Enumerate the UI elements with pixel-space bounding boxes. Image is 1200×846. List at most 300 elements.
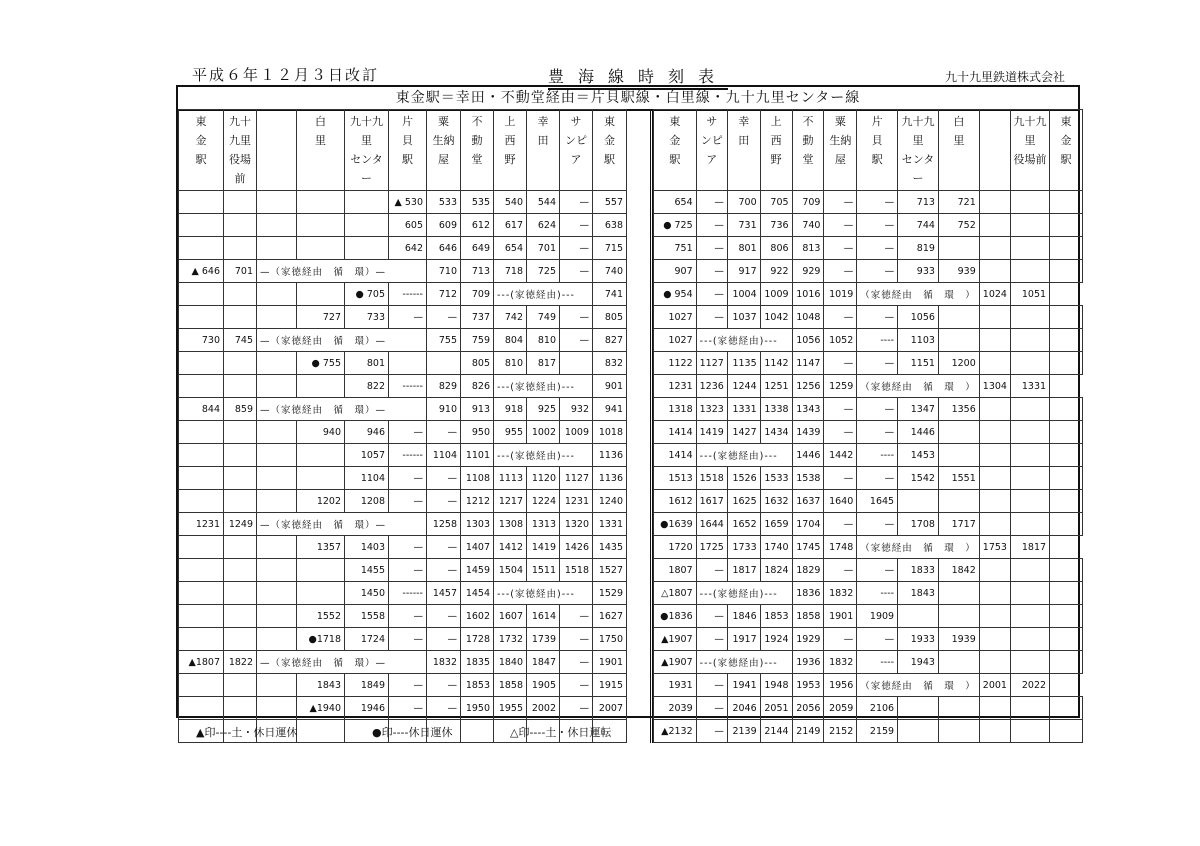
timetable-row — [179, 237, 627, 260]
time-cell: 1842 — [938, 559, 979, 582]
time-cell: 1009 — [760, 283, 792, 306]
time-cell: 1607 — [494, 605, 527, 628]
time-cell: — — [696, 605, 727, 628]
time-cell: 1843 — [898, 582, 939, 605]
time-cell — [979, 720, 1010, 743]
time-cell — [461, 720, 494, 743]
time-cell: — — [824, 513, 857, 536]
time-cell: 1858 — [494, 674, 527, 697]
timetable-row — [654, 329, 1083, 352]
time-cell: 1527 — [593, 559, 627, 582]
time-cell: — — [696, 559, 727, 582]
time-cell: 1442 — [824, 444, 857, 467]
time-cell — [179, 444, 224, 467]
time-cell: 1504 — [494, 559, 527, 582]
timetable-row — [179, 467, 627, 490]
time-cell: 1733 — [727, 536, 760, 559]
time-cell: 1200 — [938, 352, 979, 375]
time-cell — [560, 352, 593, 375]
time-cell: 1725 — [696, 536, 727, 559]
time-cell: 731 — [727, 214, 760, 237]
time-cell: 829 — [427, 375, 461, 398]
time-cell: 1249 — [224, 513, 257, 536]
route-note-cell: ---(家徳経由)--- — [494, 375, 593, 398]
time-cell: 540 — [494, 191, 527, 214]
timetable-row — [179, 260, 627, 283]
time-cell: 730 — [179, 329, 224, 352]
column-header: 片 貝 駅 — [857, 110, 898, 191]
time-cell: — — [560, 260, 593, 283]
time-cell — [257, 191, 297, 214]
time-cell: 1833 — [898, 559, 939, 582]
time-cell: 759 — [461, 329, 494, 352]
time-cell: — — [560, 697, 593, 720]
time-cell: 1943 — [898, 651, 939, 674]
time-cell: — — [696, 237, 727, 260]
time-cell: 1338 — [760, 398, 792, 421]
timetable-row — [654, 697, 1083, 720]
time-cell: 1136 — [593, 444, 627, 467]
time-cell: — — [389, 697, 427, 720]
time-cell: 1251 — [760, 375, 792, 398]
time-cell: 1212 — [461, 490, 494, 513]
time-cell: 1450 — [345, 582, 389, 605]
timetable-row — [654, 605, 1083, 628]
time-cell: — — [824, 467, 857, 490]
timetable-row — [654, 306, 1083, 329]
time-cell — [179, 605, 224, 628]
time-cell: 1208 — [345, 490, 389, 513]
time-cell: 1018 — [593, 421, 627, 444]
company-name: 九十九里鉄道株式会社 — [945, 70, 1066, 84]
time-cell: 1843 — [297, 674, 345, 697]
time-cell: — — [857, 398, 898, 421]
time-cell — [297, 375, 345, 398]
timetable-row — [179, 628, 627, 651]
timetable-row — [179, 674, 627, 697]
time-cell: 859 — [224, 398, 257, 421]
time-cell: 2051 — [760, 697, 792, 720]
time-cell: ------ — [389, 375, 427, 398]
legend-circle: ●印----休日運休 — [372, 726, 453, 739]
timetable-row — [179, 306, 627, 329]
time-cell: — — [696, 628, 727, 651]
time-cell — [1010, 214, 1049, 237]
time-cell — [224, 605, 257, 628]
time-cell: 1453 — [898, 444, 939, 467]
time-cell: 1331 — [727, 398, 760, 421]
time-cell — [1050, 398, 1083, 421]
time-cell: — — [427, 306, 461, 329]
time-cell: 709 — [461, 283, 494, 306]
time-cell: 1052 — [824, 329, 857, 352]
time-cell: 654 — [494, 237, 527, 260]
time-cell — [979, 513, 1010, 536]
time-cell — [1050, 628, 1083, 651]
time-cell — [179, 697, 224, 720]
time-cell: 1414 — [654, 421, 697, 444]
time-cell: 1024 — [979, 283, 1010, 306]
timetable-row — [179, 214, 627, 237]
time-cell: 1901 — [593, 651, 627, 674]
time-cell: 1056 — [792, 329, 824, 352]
time-cell: 727 — [297, 306, 345, 329]
time-cell: 1236 — [696, 375, 727, 398]
time-cell: 1533 — [760, 467, 792, 490]
time-cell: 1929 — [792, 628, 824, 651]
column-header: 九十九里 役場前 — [224, 110, 257, 191]
time-cell: 805 — [593, 306, 627, 329]
time-cell: 801 — [727, 237, 760, 260]
time-cell: — — [857, 306, 898, 329]
time-cell — [979, 260, 1010, 283]
timetable-row — [654, 398, 1083, 421]
route-note-cell: —（家徳経由 循 環）— — [257, 651, 427, 674]
time-cell: — — [560, 237, 593, 260]
time-cell: 1356 — [938, 398, 979, 421]
time-cell: 1303 — [461, 513, 494, 536]
time-cell: 1832 — [824, 651, 857, 674]
time-cell — [938, 720, 979, 743]
time-cell: 1048 — [792, 306, 824, 329]
time-cell: 827 — [593, 329, 627, 352]
time-cell — [224, 536, 257, 559]
time-cell: 1057 — [345, 444, 389, 467]
time-cell: — — [696, 283, 727, 306]
time-cell — [1010, 260, 1049, 283]
time-cell — [179, 421, 224, 444]
column-header: 幸 田 — [527, 110, 560, 191]
timetable-row — [654, 375, 1083, 398]
time-cell: 1435 — [593, 536, 627, 559]
time-cell: 646 — [427, 237, 461, 260]
time-cell: 1459 — [461, 559, 494, 582]
time-cell: ▲1807 — [179, 651, 224, 674]
time-cell — [179, 375, 224, 398]
time-cell — [938, 651, 979, 674]
time-cell — [898, 697, 939, 720]
timetable-row — [179, 398, 627, 421]
time-cell: 1955 — [494, 697, 527, 720]
time-cell: 2159 — [857, 720, 898, 743]
time-cell — [1050, 720, 1083, 743]
column-header: 九十九里 役場前 — [1010, 110, 1049, 191]
time-cell: 1259 — [824, 375, 857, 398]
time-cell — [179, 674, 224, 697]
time-cell — [257, 214, 297, 237]
route-note-cell: —（家徳経由 循 環）— — [257, 260, 427, 283]
time-cell: 1513 — [654, 467, 697, 490]
time-cell — [257, 582, 297, 605]
time-cell: — — [560, 191, 593, 214]
timetable-row — [654, 283, 1083, 306]
time-cell — [1010, 467, 1049, 490]
time-cell: — — [824, 260, 857, 283]
time-cell: 1108 — [461, 467, 494, 490]
time-cell: 1122 — [654, 352, 697, 375]
time-cell: — — [696, 674, 727, 697]
time-cell: — — [696, 720, 727, 743]
time-cell — [979, 306, 1010, 329]
time-cell: 1056 — [898, 306, 939, 329]
time-cell: — — [824, 398, 857, 421]
timetable-row — [179, 421, 627, 444]
time-cell — [297, 214, 345, 237]
time-cell: 2046 — [727, 697, 760, 720]
time-cell: 1558 — [345, 605, 389, 628]
time-cell: — — [857, 467, 898, 490]
time-cell: — — [389, 467, 427, 490]
time-cell — [257, 283, 297, 306]
time-cell: ● 725 — [654, 214, 697, 237]
time-cell — [297, 237, 345, 260]
time-cell: — — [427, 490, 461, 513]
time-cell — [979, 651, 1010, 674]
time-cell — [257, 697, 297, 720]
time-cell: 1127 — [696, 352, 727, 375]
time-cell: 1739 — [527, 628, 560, 651]
time-cell — [979, 444, 1010, 467]
timetable-row — [179, 536, 627, 559]
time-cell: 932 — [560, 398, 593, 421]
route-note-cell: ---(家徳経由)--- — [494, 444, 593, 467]
time-cell: 1414 — [654, 444, 697, 467]
time-cell: — — [824, 306, 857, 329]
time-cell — [224, 237, 257, 260]
time-cell: 1051 — [1010, 283, 1049, 306]
time-cell: 1753 — [979, 536, 1010, 559]
time-cell: ------ — [389, 444, 427, 467]
time-cell: 1304 — [979, 375, 1010, 398]
time-cell: 1822 — [224, 651, 257, 674]
time-cell: — — [560, 651, 593, 674]
time-cell: 1625 — [727, 490, 760, 513]
time-cell — [979, 421, 1010, 444]
time-cell: 1807 — [654, 559, 697, 582]
time-cell: — — [560, 329, 593, 352]
time-cell — [1050, 329, 1083, 352]
time-cell: — — [857, 214, 898, 237]
route-note-cell: （家徳経由 循 環 ） — [857, 674, 980, 697]
time-cell: 2056 — [792, 697, 824, 720]
time-cell — [979, 352, 1010, 375]
time-cell — [297, 559, 345, 582]
time-cell: 1135 — [727, 352, 760, 375]
time-cell: ▲ 646 — [179, 260, 224, 283]
time-cell — [224, 697, 257, 720]
time-cell: 822 — [345, 375, 389, 398]
time-cell: 1708 — [898, 513, 939, 536]
time-cell: 918 — [494, 398, 527, 421]
time-cell: 1953 — [792, 674, 824, 697]
time-cell: 2002 — [527, 697, 560, 720]
route-banner: 東金駅＝幸田・不動堂経由＝片貝駅線・白里線・九十九里センター線 — [178, 87, 1078, 111]
time-cell: 1224 — [527, 490, 560, 513]
time-cell: 1446 — [792, 444, 824, 467]
time-cell: 533 — [427, 191, 461, 214]
time-cell — [297, 444, 345, 467]
route-note-cell: ---(家徳経由)--- — [696, 651, 792, 674]
time-cell — [257, 536, 297, 559]
time-cell — [224, 352, 257, 375]
time-cell: 1538 — [792, 467, 824, 490]
time-cell: 1849 — [345, 674, 389, 697]
time-cell: 1120 — [527, 467, 560, 490]
time-cell: 1202 — [297, 490, 345, 513]
time-cell: — — [427, 559, 461, 582]
time-cell: 721 — [938, 191, 979, 214]
time-cell: 1004 — [727, 283, 760, 306]
time-cell: 557 — [593, 191, 627, 214]
time-cell: 2007 — [593, 697, 627, 720]
time-cell: — — [696, 697, 727, 720]
time-cell — [1050, 559, 1083, 582]
time-cell: — — [857, 191, 898, 214]
time-cell: — — [857, 559, 898, 582]
time-cell: 2144 — [760, 720, 792, 743]
time-cell — [297, 191, 345, 214]
time-cell: 817 — [527, 352, 560, 375]
time-cell: 1454 — [461, 582, 494, 605]
time-cell — [1050, 260, 1083, 283]
time-cell: 1439 — [792, 421, 824, 444]
time-cell: 1728 — [461, 628, 494, 651]
time-cell: 1905 — [527, 674, 560, 697]
time-cell: 1434 — [760, 421, 792, 444]
time-cell: 1426 — [560, 536, 593, 559]
time-cell: 1941 — [727, 674, 760, 697]
time-cell: ---- — [857, 582, 898, 605]
time-cell: 1019 — [824, 283, 857, 306]
column-header: 不 動 堂 — [461, 110, 494, 191]
time-cell: 1939 — [938, 628, 979, 651]
right-timetable — [650, 109, 1083, 743]
time-cell: 810 — [527, 329, 560, 352]
time-cell: — — [857, 237, 898, 260]
time-cell: 1858 — [792, 605, 824, 628]
time-cell: 1455 — [345, 559, 389, 582]
time-cell: 737 — [461, 306, 494, 329]
time-cell — [938, 237, 979, 260]
time-cell: 713 — [461, 260, 494, 283]
timetable-row — [179, 375, 627, 398]
time-cell — [938, 444, 979, 467]
time-cell: 1244 — [727, 375, 760, 398]
time-cell: — — [857, 352, 898, 375]
time-cell — [1010, 352, 1049, 375]
timetable-row — [654, 490, 1083, 513]
timetable-row — [654, 720, 1083, 743]
time-cell: ▲1940 — [297, 697, 345, 720]
time-cell: 709 — [792, 191, 824, 214]
legend-triangle: ▲印----土・休日運休 — [196, 726, 298, 739]
time-cell — [1050, 651, 1083, 674]
time-cell: ● 954 — [654, 283, 697, 306]
time-cell: 955 — [494, 421, 527, 444]
time-cell: 617 — [494, 214, 527, 237]
timetable-row — [179, 352, 627, 375]
time-cell: 535 — [461, 191, 494, 214]
timetable-row — [654, 260, 1083, 283]
time-cell — [297, 467, 345, 490]
timetable-row — [179, 490, 627, 513]
time-cell: 1627 — [593, 605, 627, 628]
time-cell — [1010, 605, 1049, 628]
time-cell — [224, 214, 257, 237]
time-cell: 946 — [345, 421, 389, 444]
time-cell: 933 — [898, 260, 939, 283]
time-cell: 1836 — [792, 582, 824, 605]
time-cell — [257, 421, 297, 444]
time-cell: 1113 — [494, 467, 527, 490]
time-cell: 1853 — [760, 605, 792, 628]
time-cell: 804 — [494, 329, 527, 352]
time-cell: 1817 — [1010, 536, 1049, 559]
time-cell: 705 — [760, 191, 792, 214]
time-cell: 710 — [427, 260, 461, 283]
time-cell: 1924 — [760, 628, 792, 651]
time-cell: — — [857, 513, 898, 536]
time-cell: 1042 — [760, 306, 792, 329]
column-header: 片 貝 駅 — [389, 110, 427, 191]
time-cell: 1027 — [654, 306, 697, 329]
time-cell — [179, 352, 224, 375]
time-cell: 907 — [654, 260, 697, 283]
time-cell: 1104 — [427, 444, 461, 467]
route-note-cell: —（家徳経由 循 環）— — [257, 398, 427, 421]
column-header: 九十九里 センター — [898, 110, 939, 191]
time-cell: 1016 — [792, 283, 824, 306]
time-cell — [179, 628, 224, 651]
time-cell — [224, 283, 257, 306]
time-cell: 1724 — [345, 628, 389, 651]
time-cell: 1542 — [898, 467, 939, 490]
time-cell: 2059 — [824, 697, 857, 720]
time-cell: — — [824, 191, 857, 214]
time-cell — [345, 214, 389, 237]
time-cell: 1933 — [898, 628, 939, 651]
time-cell: — — [427, 536, 461, 559]
time-cell: — — [427, 605, 461, 628]
time-cell — [179, 536, 224, 559]
time-cell: 1331 — [1010, 375, 1049, 398]
time-cell: 1835 — [461, 651, 494, 674]
route-note-cell: ---(家徳経由)--- — [494, 283, 593, 306]
revision-date: 平成６年１２月３日改訂 — [192, 66, 380, 84]
time-cell: 718 — [494, 260, 527, 283]
time-cell — [224, 582, 257, 605]
time-cell — [979, 398, 1010, 421]
column-header: 上 西 野 — [760, 110, 792, 191]
time-cell: ▲ 530 — [389, 191, 427, 214]
timetable-row — [654, 467, 1083, 490]
time-cell: — — [696, 260, 727, 283]
time-cell — [938, 605, 979, 628]
timetable-row — [179, 283, 627, 306]
timetable-row — [179, 444, 627, 467]
time-cell: — — [389, 559, 427, 582]
time-cell — [297, 283, 345, 306]
time-cell: — — [560, 214, 593, 237]
time-cell — [938, 697, 979, 720]
time-cell — [179, 191, 224, 214]
time-cell — [1050, 214, 1083, 237]
time-cell: 741 — [593, 283, 627, 306]
timetable-row — [654, 582, 1083, 605]
time-cell: 1308 — [494, 513, 527, 536]
time-cell: 1936 — [792, 651, 824, 674]
time-cell: ▲1907 — [654, 651, 697, 674]
